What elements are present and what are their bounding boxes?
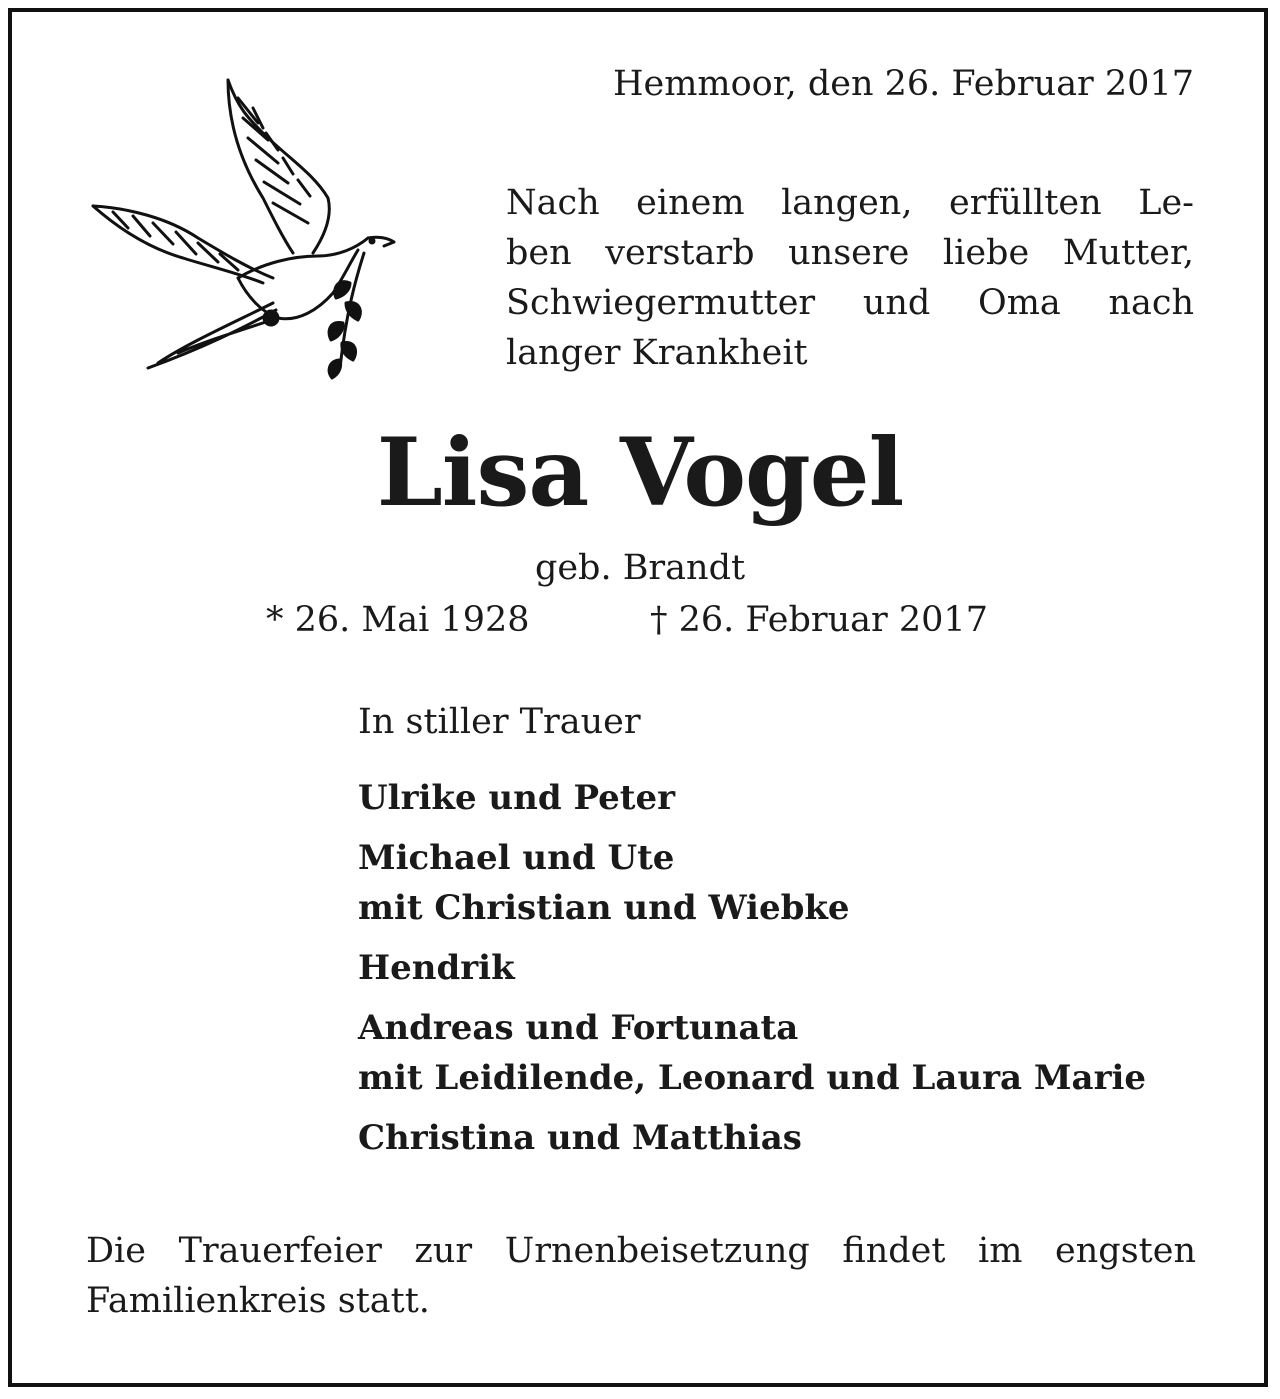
intro-line: langer Krankheit (506, 333, 808, 373)
family-name-line: Michael und Ute (358, 838, 675, 878)
birth-name: geb. Brandt (534, 548, 746, 588)
deceased-name: Lisa Vogel (376, 418, 904, 528)
family-group (358, 943, 1146, 993)
intro-line: ben verstarb unsere liebe Mutter, (506, 233, 1194, 273)
mourning-line: In stiller Trauer (358, 702, 641, 742)
family-group (358, 773, 1146, 823)
family-group (358, 1003, 1146, 1103)
dove-with-olive-branch-icon (88, 78, 398, 390)
intro-line: Schwiegermutter und Oma nach (506, 283, 1194, 323)
family-name-line: Ulrike und Peter (358, 778, 676, 818)
family-name-line: Andreas und Fortunata (358, 1008, 799, 1048)
family-group (358, 833, 1146, 933)
family-name-line: Hendrik (358, 948, 515, 988)
intro-line: Nach einem langen, erfüllten Le- (506, 183, 1194, 223)
birth-date: * 26. Mai 1928 (266, 600, 530, 640)
intro-text (506, 178, 1194, 378)
note-line: Die Trauerfeier zur Urnenbeisetzung findet im engsten (86, 1231, 1196, 1271)
family-name-line: mit Christian und Wiebke (358, 888, 850, 928)
family-name-line: mit Leidilende, Leonard und Laura Marie (358, 1058, 1147, 1098)
place-date: Hemmoor, den 26. Februar 2017 (612, 64, 1194, 104)
family-group (358, 1113, 1146, 1163)
family-list (358, 773, 1146, 1173)
death-date: † 26. Februar 2017 (650, 600, 988, 640)
note-line: Familienkreis statt. (86, 1281, 430, 1321)
family-name-line: Christina und Matthias (358, 1118, 802, 1158)
ceremony-note (86, 1226, 1196, 1326)
